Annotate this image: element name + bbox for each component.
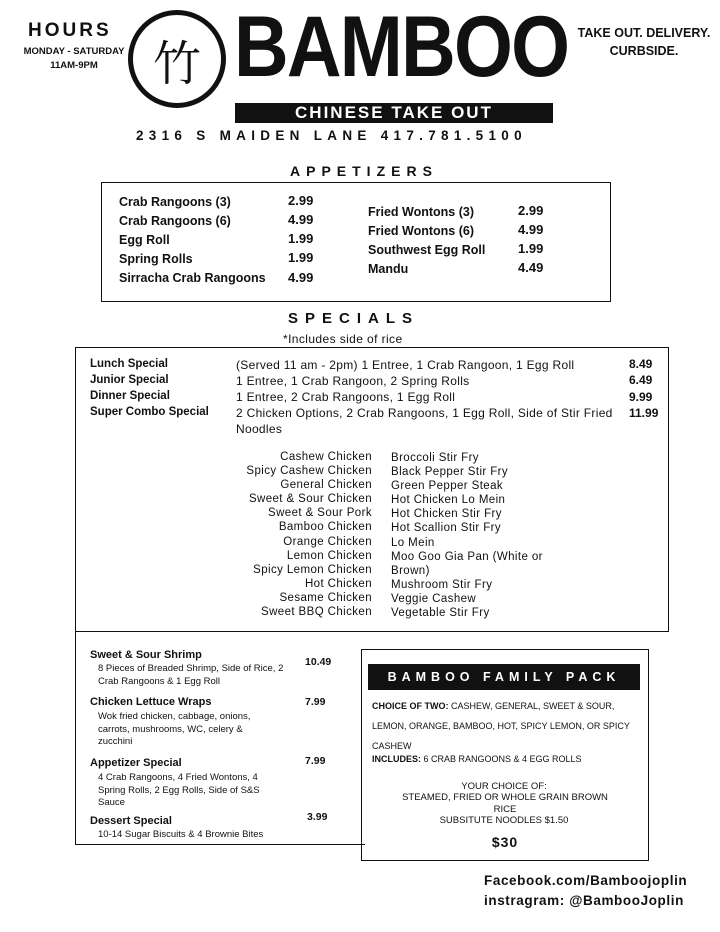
stir-fry-option: Veggie Cashew bbox=[391, 593, 477, 605]
appetizer-price: 1.99 bbox=[288, 250, 314, 265]
special-desc: 2 Chicken Options, 2 Crab Rangoons, 1 Egg Roll, Side of Stir Fried Noodles bbox=[236, 406, 613, 436]
appetizer-name: Sirracha Crab Rangoons bbox=[119, 271, 266, 285]
chicken-option: Sweet BBQ Chicken bbox=[261, 606, 372, 618]
chicken-option: Bamboo Chicken bbox=[278, 521, 372, 533]
special-name: Junior Special bbox=[90, 374, 169, 386]
chicken-option: Spicy Lemon Chicken bbox=[253, 564, 372, 576]
services-line-2: CURBSIDE. bbox=[609, 44, 679, 58]
stir-fry-option: Moo Goo Gia Pan (White or Brown) bbox=[391, 551, 543, 577]
special-price: 9.99 bbox=[629, 390, 653, 404]
special-desc: (Served 11 am - 2pm) 1 Entree, 1 Crab Rangoon, 1 Egg Roll bbox=[236, 358, 575, 372]
stir-fry-option: Hot Chicken Stir Fry bbox=[391, 508, 502, 520]
choice-label: CHOICE OF TWO: bbox=[372, 701, 449, 711]
bottom-item-desc: 10-14 Sugar Biscuits & 4 Brownie Bites bbox=[98, 829, 264, 840]
special-desc: 1 Entree, 2 Crab Rangoons, 1 Egg Roll bbox=[236, 390, 456, 404]
appetizer-name: Spring Rolls bbox=[119, 252, 193, 266]
family-pack-price: $30 bbox=[491, 834, 519, 850]
appetizer-price: 2.99 bbox=[288, 193, 314, 208]
bottom-item-name: Sweet & Sour Shrimp bbox=[90, 649, 202, 661]
logo-word: BAMBOO bbox=[234, 0, 569, 95]
chicken-option: Sesame Chicken bbox=[279, 592, 372, 604]
chicken-option: General Chicken bbox=[280, 479, 372, 491]
special-desc: 1 Entree, 1 Crab Rangoon, 2 Spring Rolls bbox=[236, 374, 470, 388]
choice-text: CASHEW, GENERAL, SWEET & SOUR, LEMON, ORANGE, BAMBOO, HOT, SPICY LEMON, OR SPICY CASHEW bbox=[372, 701, 630, 751]
bottom-item-price: 7.99 bbox=[305, 696, 326, 708]
chicken-option: Orange Chicken bbox=[283, 536, 372, 548]
stir-fry-option: Broccoli Stir Fry bbox=[391, 452, 479, 464]
family-pack-title: BAMBOO FAMILY PACK bbox=[368, 664, 640, 690]
logo-banner: CHINESE TAKE OUT bbox=[235, 103, 553, 123]
appetizer-price: 1.99 bbox=[288, 231, 314, 246]
specials-subtitle: *Includes side of rice bbox=[283, 332, 403, 346]
hours-title: HOURS bbox=[28, 20, 112, 41]
bottom-item-name: Dessert Special bbox=[90, 815, 172, 827]
hours-text: MONDAY - SATURDAY 11AM-9PM bbox=[23, 46, 125, 71]
address: 2316 S MAIDEN LANE 417.781.5100 bbox=[136, 128, 527, 143]
chicken-option: Lemon Chicken bbox=[286, 550, 372, 562]
appetizer-price: 4.99 bbox=[518, 222, 544, 237]
rice-line-3: SUBSITUTE NOODLES $1.50 bbox=[439, 815, 569, 826]
chicken-option: Hot Chicken bbox=[304, 578, 372, 590]
appetizer-name: Crab Rangoons (3) bbox=[119, 195, 231, 209]
appetizers-title: APPETIZERS bbox=[290, 163, 438, 179]
bottom-item-name: Chicken Lettuce Wraps bbox=[90, 696, 212, 708]
specials-title: SPECIALS bbox=[288, 310, 420, 327]
bottom-item-desc: Wok fried chicken, cabbage, onions, carrots, mushrooms, WC, celery & zucchini bbox=[98, 711, 251, 747]
special-price: 6.49 bbox=[629, 373, 653, 387]
chicken-option: Cashew Chicken bbox=[280, 451, 372, 463]
includes-label: INCLUDES: bbox=[372, 754, 421, 764]
stir-fry-option: Mushroom Stir Fry bbox=[391, 579, 493, 591]
stir-fry-option: Black Pepper Stir Fry bbox=[391, 466, 509, 478]
chicken-option: Sweet & Sour Chicken bbox=[248, 493, 372, 505]
chicken-option: Spicy Cashew Chicken bbox=[246, 465, 372, 477]
bottom-item-desc: 4 Crab Rangoons, 4 Fried Wontons, 4 Spring Rolls, 2 Egg Rolls, Side of S&S Sauce bbox=[98, 772, 260, 808]
special-price: 11.99 bbox=[629, 406, 659, 420]
bottom-item-price: 10.49 bbox=[305, 656, 332, 668]
appetizer-name: Fried Wontons (6) bbox=[368, 224, 475, 238]
appetizer-price: 2.99 bbox=[518, 203, 544, 218]
appetizer-price: 1.99 bbox=[518, 241, 544, 256]
stir-fry-option: Lo Mein bbox=[391, 537, 435, 549]
appetizer-name: Southwest Egg Roll bbox=[368, 243, 486, 257]
special-name: Lunch Special bbox=[90, 358, 168, 370]
includes-text: 6 CRAB RANGOONS & 4 EGG ROLLS bbox=[423, 754, 582, 764]
bamboo-logo-icon bbox=[128, 10, 226, 108]
bottom-item-price: 3.99 bbox=[307, 811, 328, 823]
bottom-item-name: Appetizer Special bbox=[90, 757, 182, 769]
facebook-link[interactable]: Facebook.com/Bamboojoplin bbox=[484, 873, 688, 888]
special-name: Dinner Special bbox=[90, 390, 170, 402]
instagram-handle[interactable]: instragram: @BambooJoplin bbox=[484, 893, 684, 908]
special-price: 8.49 bbox=[629, 357, 653, 371]
family-pack-includes bbox=[372, 753, 642, 766]
bottom-item-price: 7.99 bbox=[305, 755, 326, 767]
appetizer-price: 4.49 bbox=[518, 260, 544, 275]
special-name: Super Combo Special bbox=[90, 406, 209, 418]
appetizer-name: Crab Rangoons (6) bbox=[119, 214, 231, 228]
appetizer-price: 4.99 bbox=[288, 212, 314, 227]
stir-fry-option: Hot Scallion Stir Fry bbox=[391, 522, 502, 534]
rice-line-2: STEAMED, FRIED OR WHOLE GRAIN BROWN RICE bbox=[402, 792, 608, 815]
appetizer-price: 4.99 bbox=[288, 270, 314, 285]
stir-fry-option: Hot Chicken Lo Mein bbox=[391, 494, 506, 506]
services bbox=[568, 24, 720, 60]
logo-glyph: 竹 bbox=[152, 35, 201, 92]
rice-line-1: YOUR CHOICE OF: bbox=[461, 781, 547, 792]
family-pack-choice bbox=[372, 696, 642, 756]
appetizer-name: Mandu bbox=[368, 262, 409, 276]
stir-fry-option: Vegetable Stir Fry bbox=[391, 607, 490, 619]
appetizer-name: Fried Wontons (3) bbox=[368, 205, 475, 219]
bottom-item-desc: 8 Pieces of Breaded Shrimp, Side of Rice, 2 Crab Rangoons & 1 Egg Roll bbox=[98, 663, 284, 687]
stir-fry-option: Green Pepper Steak bbox=[391, 480, 504, 492]
services-line-1: TAKE OUT. DELIVERY. bbox=[577, 26, 711, 40]
chicken-option: Sweet & Sour Pork bbox=[268, 507, 372, 519]
appetizer-name: Egg Roll bbox=[119, 233, 170, 247]
